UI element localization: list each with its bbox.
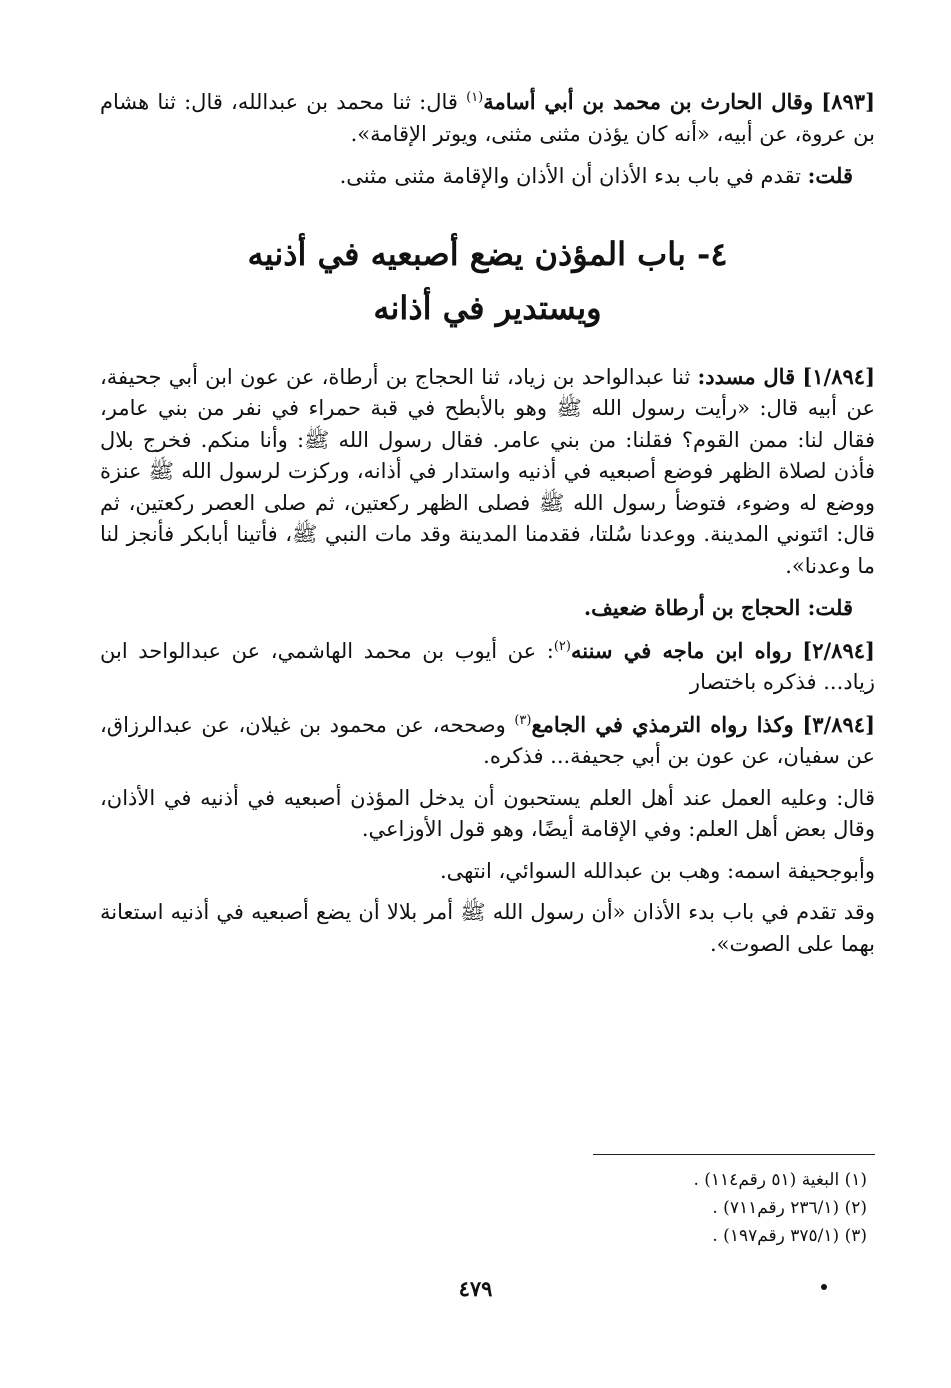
narrator-note	[100, 856, 875, 888]
footnote-divider	[593, 1154, 875, 1155]
footnote-ref-1: (١)	[466, 90, 484, 105]
hadith-lead: وقال الحارث بن محمد بن أبي أسامة	[483, 89, 814, 114]
commentary-lead: قلت:	[807, 163, 853, 188]
footnote-2: (٢) (٢٣٦/١ رقم٧١١) .	[712, 1198, 867, 1218]
stray-mark	[821, 1284, 827, 1290]
hadith-lead: وكذا رواه الترمذي في الجامع	[531, 711, 794, 737]
page-body	[100, 86, 875, 970]
commentary-893	[186, 160, 875, 193]
footnote-1: (١) البغية (٥١ رقم١١٤) .	[693, 1170, 867, 1190]
tirmidhi-comment	[100, 783, 875, 846]
hadith-894-3	[100, 709, 875, 773]
hadith-893	[100, 86, 875, 150]
footnotes	[693, 1166, 867, 1250]
hadith-894-1	[100, 361, 875, 583]
hadith-number: [٢/٨٩٤]	[802, 637, 875, 663]
cross-reference	[100, 897, 875, 960]
footnote-3: (٣) (٣٧٥/١ رقم١٩٧) .	[712, 1226, 867, 1246]
paragraph-text: قال: وعليه العمل عند أهل العلم يستحبون أن يدخل المؤذن أصبعيه في أذنيه في الأذان، وقال بعض أهل العلم: وفي الإقامة أيضًا، وهو قول الأوزاعي.	[100, 785, 875, 841]
footnote-ref-2: (٢)	[553, 638, 571, 654]
commentary-text: تقدم في باب بدء الأذان أن الأذان والإقامة مثنى مثنى.	[339, 164, 808, 188]
hadith-text: : عن أيوب بن محمد الهاشمي، عن عبدالواحد ابن زياد... فذكره باختصار	[100, 638, 875, 694]
hadith-text: قال: ثنا محمد بن عبدالله، قال: ثنا هشام بن عروة، عن أبيه، «أنه كان يؤذن مثنى مثنى، ويوتر الإقامة».	[100, 90, 875, 146]
hadith-text: وصححه، عن محمود بن غيلان، عن عبدالرزاق، عن سفيان، عن عون بن أبي جحيفة... فذكره.	[100, 712, 875, 768]
footnote-ref-3: (٣)	[514, 712, 532, 728]
page-number: ٤٧٩	[458, 1276, 493, 1301]
paragraph-text: وأبوجحيفة اسمه: وهب بن عبدالله السوائي، انتهى.	[439, 858, 875, 883]
hadith-text: ثنا عبدالواحد بن زياد، ثنا الحجاج بن أرطاة، عن عون ابن أبي جحيفة، عن أبيه قال: «رأيت رسول الله ﷺ وهو بالأبطح في قبة حمراء في نفر من بني عامر، فقال لنا: ممن القوم؟ فقلنا: من بني عامر. فقال رسول الله ﷺ: وأنا منكم. فخرج بلال فأذن لصلاة الظهر فوضع أصبعيه في أذنيه واستدار في أذانه، وركزت لرسول الله ﷺ عنزة ووضع له وضوء، فتوضأ رسول الله ﷺ فصلى الظهر ركعتين، ثم صلى العصر ركعتين، ثم قال: ائتوني المدينة. ووعدنا سُلتا، فقدمنا المدينة وقد مات النبي ﷺ، فأتينا أبابكر فأنجز لنا ما وعدنا».	[100, 364, 875, 578]
hadith-number: [٣/٨٩٤]	[802, 711, 875, 737]
hadith-lead: قال مسدد:	[697, 363, 796, 389]
chapter-heading-line-2: ويستدير في أذانه	[373, 288, 602, 327]
hadith-894-2	[100, 635, 875, 699]
paragraph-text: وقد تقدم في باب بدء الأذان «أن رسول الله ﷺ أمر بلالا أن يضع أصبعيه في أذنيه استعانة بهما على الصوت».	[100, 900, 875, 956]
commentary-lead: قلت: الحجاج بن أرطاة ضعيف.	[583, 595, 853, 620]
hadith-number: [١/٨٩٤]	[802, 363, 875, 389]
chapter-heading	[100, 227, 875, 335]
chapter-heading-line-1: ٤- باب المؤذن يضع أصبعيه في أذنيه	[247, 234, 728, 273]
hadith-lead: رواه ابن ماجه في سننه	[570, 637, 792, 663]
commentary-894	[100, 592, 875, 625]
hadith-number: [٨٩٣]	[821, 89, 875, 114]
